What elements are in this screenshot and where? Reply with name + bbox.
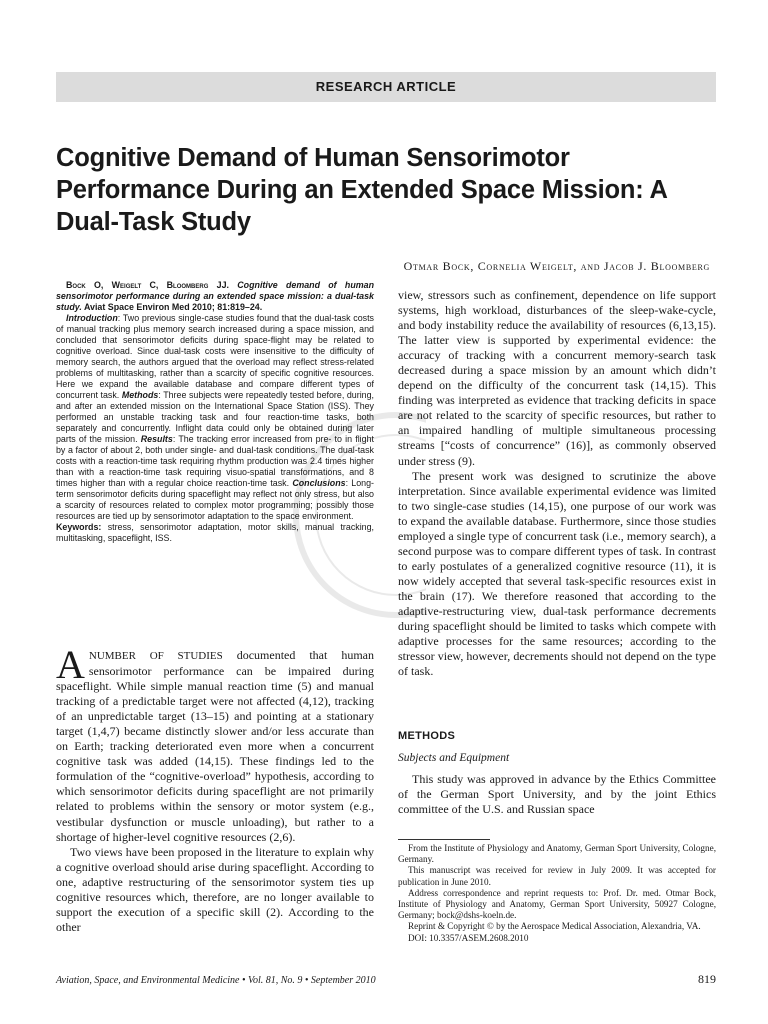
article-type-banner: RESEARCH ARTICLE xyxy=(56,72,716,102)
page-number: 819 xyxy=(698,972,716,986)
drop-cap: A xyxy=(56,642,85,687)
intro-paragraph-1: documented that human sensorimotor performance can be impaired during spaceflight. While simple manual reaction time (5) and manual tracking of a predictable target were not affected (4,12), tracking of an unpredictable target (13–15) and pointing at a stationary target (1,4,7) became distinctly slower and/or less accurate than on Earth; tracking deteriorated even more when a concurrent cognitive task was added (14,15). These findings led to the formulation of the “cognitive-overload” hypothesis, according to which sensorimotor deficits during spaceflight are not primarily related to problems within the sensory or motor system (e.g., vestibular dysfunction or muscle unloading), but rather to a shortage of higher-level cognitive resources (2,6). xyxy=(56,648,374,844)
footnote-correspondence: Address correspondence and reprint requests to: Prof. Dr. med. Otmar Bock, Institute of Physiology and Anatomy, German Sport University, 50927 Cologne, Germany; bock@dshs-koeln.de. xyxy=(398,887,716,921)
lead-in: NUMBER OF STUDIES xyxy=(88,650,223,662)
intro-paragraph-2: Two views have been proposed in the literature to explain why a cognitive overload should arise during spaceflight. According to one, adaptive restructuring of the sensorimotor system ties up cognitive resources which, therefore, are no longer available to support the execution of a specific skill (2). According to the other xyxy=(56,844,374,934)
footnote-received: This manuscript was received for review in July 2009. It was accepted for publication in June 2010. xyxy=(398,865,716,887)
keywords-label: Keywords: xyxy=(56,522,102,532)
footnote-affiliation: From the Institute of Physiology and Anatomy, German Sport University, Cologne, Germany. xyxy=(398,843,716,865)
author-list: Otmar Bock, Cornelia Weigelt, and Jacob J. Bloomberg xyxy=(403,259,710,273)
introduction-body xyxy=(56,642,374,935)
methods-paragraph: This study was approved in advance by the Ethics Committee of the German Sport University, and by the joint Ethics committee of the U.S. and Russian space xyxy=(398,772,716,817)
keywords-text: stress, sensorimotor adaptation, motor skills, manual tracking, multitasking, spaceflight, ISS. xyxy=(56,522,374,543)
results-text: : The tracking error increased from pre- to in flight by a factor of about 2, both under single- and dual-task conditions. The dual-task costs with a reaction-time task requiring rhythm production was 2.4 times higher than with a reaction-time task requiring visuo-spatial transformations, and 8 times higher than with a regular choice reaction-time task. xyxy=(56,434,374,488)
subsection-heading: Subjects and Equipment xyxy=(398,752,510,764)
citation-authors: Bock O, Weigelt C, Bloomberg JJ. xyxy=(66,280,229,290)
results-label: Results xyxy=(140,434,173,444)
introduction-text: : Two previous single-case studies found that the dual-task costs of manual tracking plus memory search increased during a space mission, and concluded that sensorimotor deficits during space-flight may be related to cognitive overload. Since dual-task costs were insensitive to the difficulty of memory search, the authors argued that the overload may reflect stress-related problems of multitasking, rather than a scarcity of specific cognitive resources. Here we expand the available database and compare different types of concurrent task. xyxy=(56,313,374,400)
methods-label: Methods xyxy=(121,390,159,400)
footnote-copyright: Reprint & Copyright © by the Aerospace Medical Association, Alexandria, VA. xyxy=(408,921,701,932)
right-paragraph-1: view, stressors such as confinement, dependence on life support systems, high workload, disturbances of the sleep-wake-cycle, and body instability reduce the availability of resources (6,13,15). The latter view is supported by experimental evidence: the accuracy of tracking with a concurrent memory-search task decreased during a space mission by an amount which didn’t depend on the difficulty of the concurrent task (14,15). This finding was interpreted as evidence that tracking deficits in space are not related to the scarcity of specific resources, but rather to an impaired handling of multiple simultaneous processing streams [“costs of concurrence” (16)], as commonly observed under stress (9). xyxy=(398,288,716,468)
citation-source: Aviat Space Environ Med 2010; 81:819–24. xyxy=(81,302,263,312)
abstract xyxy=(56,280,374,544)
footnote-divider xyxy=(398,839,490,840)
methods-text: : Three subjects were repeatedly tested before, during, and after an extended mission on the International Space Station (ISS). They performed an unstable tracking task and four reaction-time tasks, both separately and concurrently. Inflight data could only be obtained during later parts of the mission. xyxy=(56,390,374,444)
methods-heading: METHODS xyxy=(398,730,456,742)
citation-title: Cognitive demand of human sensorimotor performance during an extended space mission: a dual-task study. xyxy=(56,280,374,312)
footnote-doi: DOI: 10.3357/ASEM.2608.2010 xyxy=(408,932,529,943)
journal-footer: Aviation, Space, and Environmental Medicine • Vol. 81, No. 9 • September 2010 xyxy=(56,975,376,986)
right-column-body xyxy=(398,288,716,679)
footnotes xyxy=(398,843,716,944)
conclusions-label: Conclusions xyxy=(292,478,346,488)
conclusions-text: : Long-term sensorimotor deficits during spaceflight may reflect not only stress, but also a scarcity of resources related to complex motor programming; possibly those resources are tied up by sensorimotor adaptation to the space environment. xyxy=(56,478,374,521)
article-title: Cognitive Demand of Human Sensorimotor Performance During an Extended Space Mission: A Dual-Task Study xyxy=(56,144,667,236)
introduction-label: Introduction xyxy=(66,313,118,323)
right-paragraph-2: The present work was designed to scrutinize the above interpretation. Since available experimental evidence was limited to two single-case studies (14,15), one purpose of our work was to expand the available database. Furthermore, since those studies employed a single type of concurrent task (i.e., memory search), a second purpose was to compare different types of task. In contrast to early postulates of a generalized cognitive resource (11), it is now widely accepted that several task-specific resources exist in the brain (17). We therefore reasoned that according to the adaptive-restructuring view, dual-task performance decrements during spaceflight should be limited to tasks which compete with adaptive processes for the same resources; according to the stressor view, however, decrements should not depend on the type of task. xyxy=(398,468,716,679)
